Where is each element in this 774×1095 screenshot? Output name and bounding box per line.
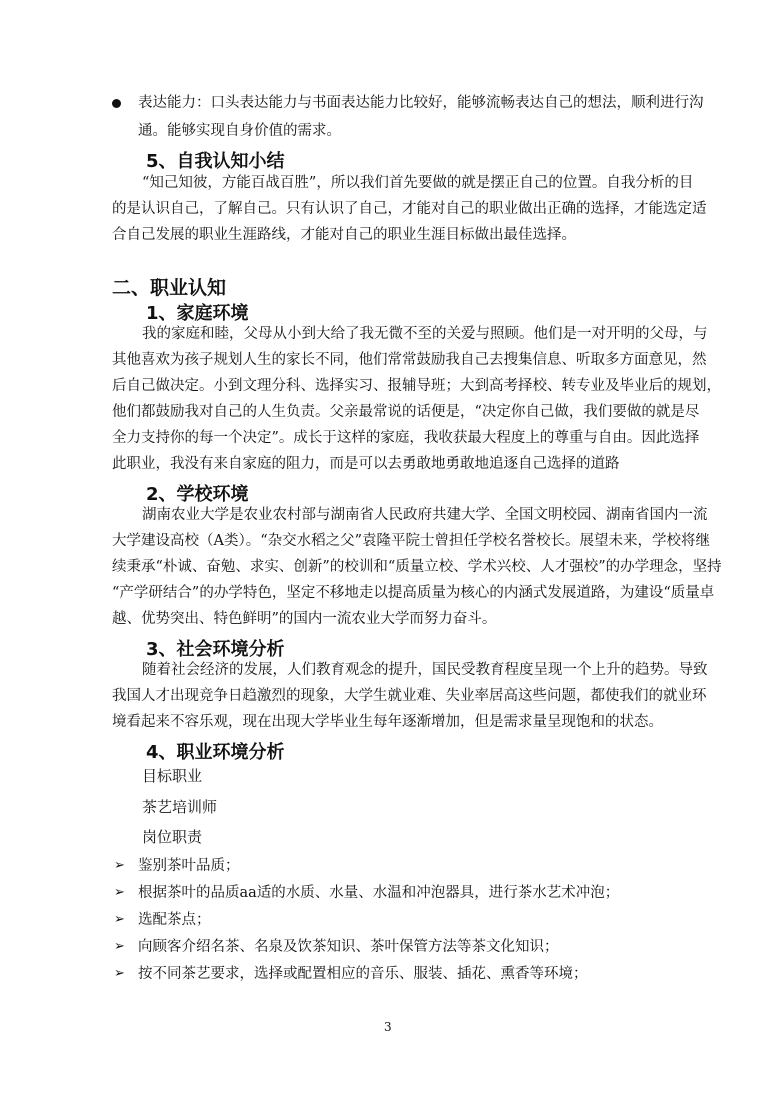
paragraph-line: “知己知彼，方能百战百胜”，所以我们首先要做的就是摆正自己的位置。自我分析的目: [142, 175, 694, 191]
bullet-dot-icon: [112, 99, 121, 108]
paragraph-line: 越、优势突出、特色鲜明”的国内一流农业大学而努力奋斗。: [112, 611, 497, 627]
section-heading: 5、自我认知小结: [146, 151, 285, 172]
paragraph-line: 湖南农业大学是农业农村部与湖南省人民政府共建大学、全国文明校园、湖南省国内一流: [142, 507, 708, 523]
target-career-label: 目标职业: [142, 767, 203, 785]
duty-item: 鉴别茶叶品质；: [138, 858, 240, 874]
duty-label: 岗位职责: [142, 828, 203, 846]
bullet-text-line: 表达能力：口头表达能力与书面表达能力比较好，能够流畅表达自己的想法，顺利进行沟: [138, 95, 704, 111]
paragraph-line: 我国人才出现竞争日趋激烈的现象，大学生就业难、失业率居高这些问题，都使我们的就业环: [112, 688, 707, 704]
part-heading: 二、职业认知: [112, 277, 227, 299]
section-heading: 3、社会环境分析: [146, 639, 285, 660]
paragraph-line: 其他喜欢为孩子规划人生的家长不同，他们常常鼓励我自己去搜集信息、听取多方面意见，然: [112, 352, 707, 368]
duty-item: 根据茶叶的品质aa适的水质、水量、水温和冲泡器具，进行茶水艺术冲泡；: [138, 885, 620, 901]
duty-item: 按不同茶艺要求，选择或配置相应的音乐、服装、插花、熏香等环境；: [138, 966, 588, 982]
paragraph-line: 的是认识自己，了解自己。只有认识了自己，才能对自己的职业做出正确的选择，才能选定适: [112, 201, 707, 217]
section-heading: 2、学校环境: [146, 484, 249, 505]
section-heading: 4、职业环境分析: [146, 742, 285, 763]
arrow-bullet-icon: ➢: [114, 939, 125, 954]
arrow-bullet-icon: ➢: [114, 858, 125, 873]
paragraph-line: 合自己发展的职业生涯路线，才能对自己的职业生涯目标做出最佳选择。: [112, 227, 576, 243]
paragraph-line: 他们都鼓励我对自己的人生负责。父亲最常说的话便是，“决定你自己做，我们要做的就是尽: [112, 404, 700, 420]
paragraph-line: “产学研结合”的办学特色，坚定不移地走以提高质量为核心的内涵式发展道路，为建设“质量卓: [112, 585, 715, 601]
paragraph-line: 续秉承“朴诚、奋勉、求实、创新”的校训和“质量立校、学术兴校、人才强校”的办学理念，坚持: [112, 559, 722, 575]
arrow-bullet-icon: ➢: [114, 912, 125, 927]
page-number: 3: [384, 1020, 392, 1034]
duty-item: 选配茶点；: [138, 912, 211, 928]
paragraph-line: 境看起来不容乐观，现在出现大学毕业生每年逐渐增加，但是需求量呈现饱和的状态。: [112, 714, 663, 730]
paragraph-line: 此职业，我没有来自家庭的阻力，而是可以去勇敢地勇敢地追逐自己选择的道路: [112, 456, 620, 472]
paragraph-line: 随着社会经济的发展，人们教育观念的提升，国民受教育程度呈现一个上升的趋势。导致: [142, 662, 708, 678]
paragraph-line: 大学建设高校（A类）。“杂交水稻之父”袁隆平院士曾担任学校名誉校长。展望未来，学校将继: [112, 533, 711, 549]
bullet-text-line: 通。能够实现自身价值的需求。: [138, 123, 341, 139]
duty-item: 向顾客介绍名茶、名泉及饮茶知识、茶叶保管方法等茶文化知识；: [138, 939, 559, 955]
paragraph-line: 全力支持你的每一个决定”。成长于这样的家庭，我收获最大程度上的尊重与自由。因此选择: [112, 430, 700, 446]
paragraph-line: 后自己做决定。小到文理分科、选择实习、报辅导班；大到高考择校、转专业及毕业后的规划，: [112, 378, 721, 394]
section-heading: 1、家庭环境: [146, 303, 249, 324]
target-career-value: 茶艺培训师: [142, 798, 218, 816]
paragraph-line: 我的家庭和睦，父母从小到大给了我无微不至的关爱与照顾。他们是一对开明的父母，与: [142, 326, 708, 342]
arrow-bullet-icon: ➢: [114, 966, 125, 981]
arrow-bullet-icon: ➢: [114, 885, 125, 900]
